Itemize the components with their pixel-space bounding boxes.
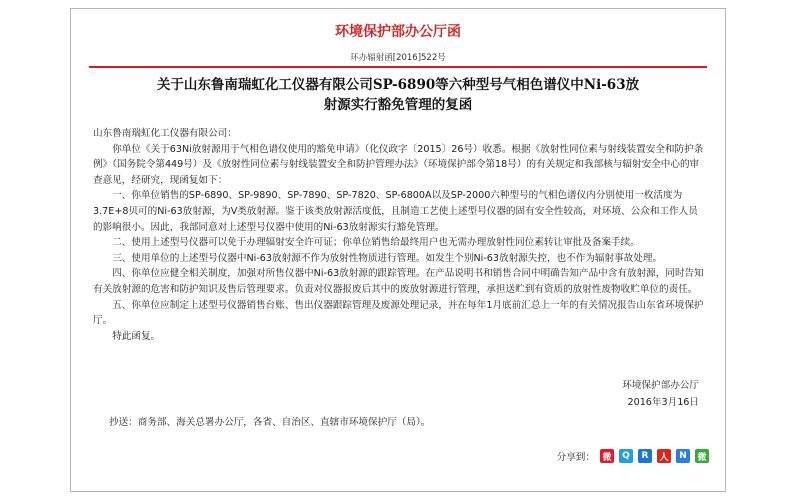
title-line-1: 关于山东鲁南瑞虹化工仪器有限公司SP-6890等六种型号气相色谱仪中Ni-63放 — [156, 77, 640, 93]
red-divider — [89, 66, 707, 68]
closing-remark: 特此函复。 — [112, 330, 161, 342]
cc-line: 抄送：商务部、海关总署办公厅，各省、自治区、直辖市环境保护厅（局）。 — [109, 417, 431, 428]
renren-icon[interactable]: R — [638, 449, 652, 463]
title-line-2: 射源实行豁免管理的复函 — [323, 97, 473, 113]
paragraph-3: 三、使用单位的上述型号仪器中Ni-63放射源不作为放射性物质进行管理。如发生个别Ni-63放射源失控，也不作为辐射事故处理。 — [112, 252, 663, 264]
paragraph-4: 四、你单位应健全相关制度，加强对所售仪器中Ni-63放射源的跟踪管理。在产品说明书和销售合同中明确告知产品中含有放射源，同时告知有关放射源的危害和防护知识及售后管理要求。负责对仪器报废后其中的废放射源进行管理，承担送贮到有资质的放射性废物收贮单位的责任。 — [93, 268, 704, 295]
paragraph-5: 五、你单位应制定上述型号仪器销售台账、售出仪器跟踪管理及废源处理记录，并在每年1月底前汇总上一年的有关情况报告山东省环境保护厅。 — [93, 299, 704, 327]
netease-icon[interactable]: N — [676, 449, 690, 463]
signature: 环境保护部办公厅 — [622, 380, 699, 391]
people-daily-icon[interactable]: 人 — [657, 449, 671, 463]
agency-header: 环境保护部办公厅函 — [335, 24, 461, 40]
document-number: 环办辐射函[2016]522号 — [350, 53, 446, 63]
letter-title — [121, 75, 675, 115]
share-label: 分享到： — [556, 452, 595, 463]
qq-icon[interactable]: Q — [619, 449, 633, 463]
addressee: 山东鲁南瑞虹化工仪器有限公司： — [93, 128, 237, 139]
weibo-icon[interactable]: 微 — [600, 449, 614, 463]
paragraph-intro: 你单位《关于63Ni放射源用于气相色谱仪使用的豁免申请》（化仪政字〔2015〕26号）收悉。根据《放射性同位素与射线装置安全和防护条例》（国务院令第449号）及《放射性同位素与射线装置安全和防护管理办法》（环境保护部令第18号）的有关规定和我部核与辐射安全中心的审查意见，经研究，现函复如下： — [93, 143, 704, 186]
letter-date: 2016年3月16日 — [627, 397, 699, 408]
letter-body — [93, 126, 707, 344]
paragraph-1: 一、你单位销售的SP-6890、SP-9890、SP-7890、SP-7820、SP-6800A以及SP-2000六种型号的气相色谱仪内分别使用一枚活度为3.7E+8贝可的Ni-63放射源，为Ⅴ类放射源。鉴于该类放射源活度低，且制造工艺使上述型号仪器的固有安全性较高，对环境、公众和工作人员的影响很小。因此，我部同意对上述型号仪器中使用的Ni-63放射源实行豁免管理。 — [93, 190, 698, 233]
share-bar — [557, 449, 709, 463]
letter-page — [70, 8, 726, 492]
wechat-icon[interactable]: 微 — [695, 449, 709, 463]
paragraph-2: 二、使用上述型号仪器可以免于办理辐射安全许可证；你单位销售给最终用户也无需办理放射性同位素转让审批及备案手续。 — [112, 237, 640, 249]
